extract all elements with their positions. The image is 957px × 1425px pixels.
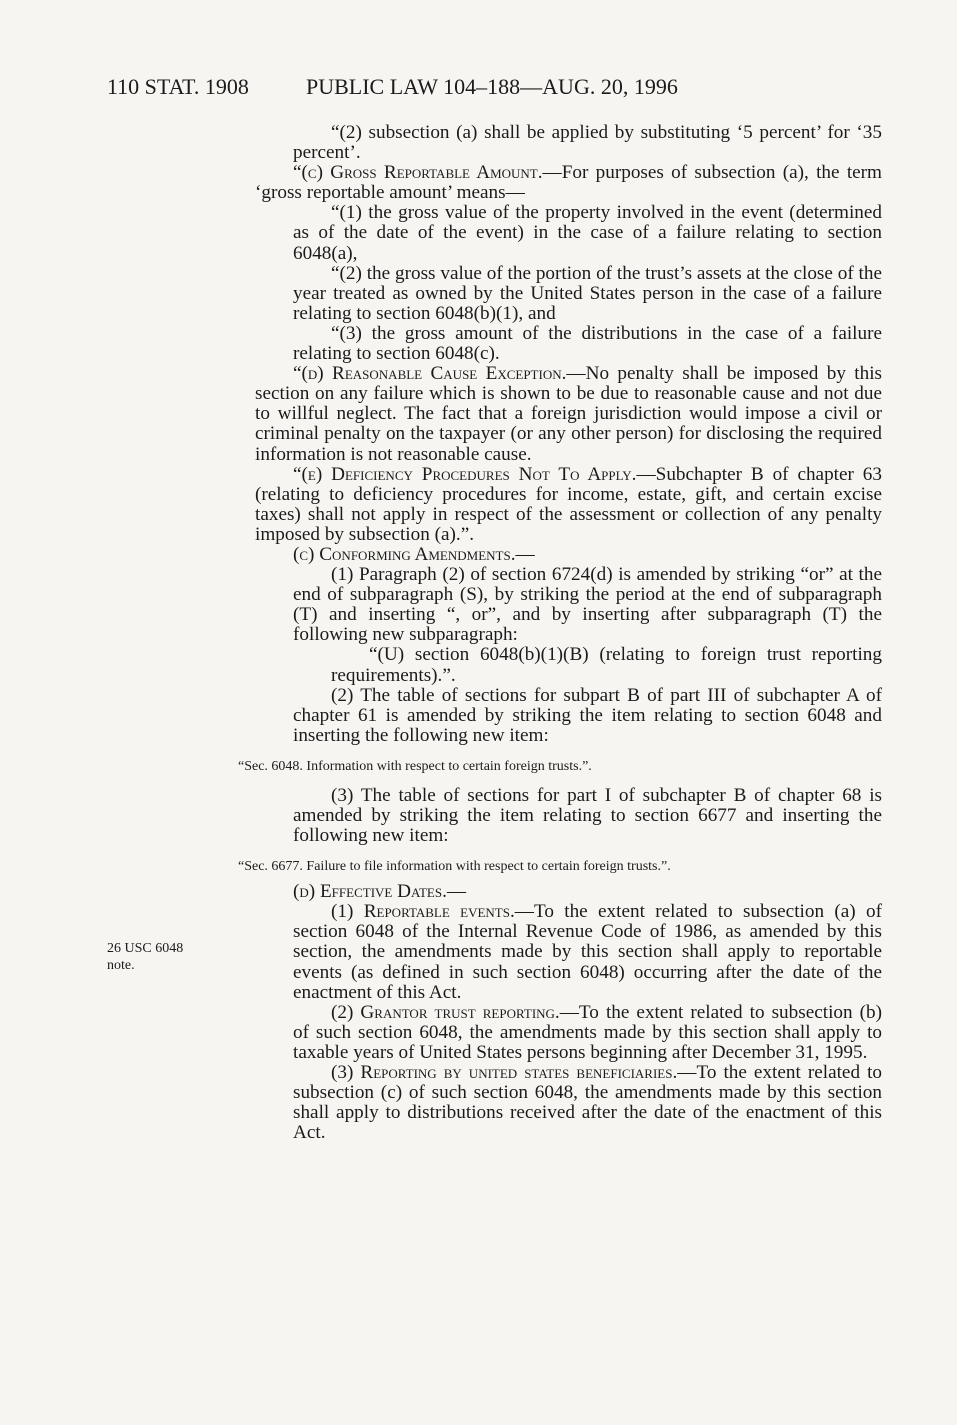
heading-conforming: (c) Conforming Amendments. — [293, 543, 516, 565]
paragraph-c3: “(3) the gross amount of the distributions in the case of a failure relating to section 6048(c). — [293, 322, 882, 365]
table-item-6677: “Sec. 6677. Failure to file information with respect to certain foreign trusts.”. — [238, 859, 671, 875]
paragraph-eff2: (2) Grantor trust reporting.—To the extent related to subsection (b) of such section 6048, the amendments made by this section shall apply to taxable years of United States persons beginning after December 31, 1995. — [293, 1001, 883, 1063]
heading-us-beneficiaries: (3) Reporting by united states beneficiaries. — [331, 1062, 678, 1084]
heading-effective-dates: (d) Effective Dates. — [293, 881, 447, 903]
heading-reportable-events: (1) Reportable events. — [331, 901, 515, 923]
margin-note — [107, 940, 227, 974]
table-item-6048: “Sec. 6048. Information with respect to certain foreign trusts.”. — [238, 758, 592, 774]
paragraph-b2: “(2) subsection (a) shall be applied by substituting ‘5 percent’ for ‘35 percent’. — [293, 122, 882, 164]
paragraph-c1: “(1) the gross value of the property involved in the event (determined as of the date of the event) in the case of a failure relating to section 6048(a), — [293, 202, 882, 264]
paragraph-conf3: (3) The table of sections for part I of subchapter B of chapter 68 is amended by striking the item relating to section 6677 and inserting the following new item: — [293, 784, 882, 847]
paragraph-c: “(c) Gross Reportable Amount.—For purposes of subsection (a), the term ‘gross reportable amount’ means— — [255, 162, 882, 204]
paragraph-e: “(e) Deficiency Procedures Not To Apply.—Subchapter B of chapter 63 (relating to deficiency procedures for income, estate, gift, and certain excise taxes) shall not apply in respect of the assessment or collection of any penalty imposed by subsection (a).”. — [255, 463, 882, 545]
stat-page-number: 110 STAT. 1908 — [107, 74, 249, 99]
paragraph-conf1-quote: “(U) section 6048(b)(1)(B) (relating to foreign trust reporting requirements).”. — [331, 644, 882, 686]
margin-note-label: note. — [107, 958, 135, 973]
paragraph-c2: “(2) the gross value of the portion of the trust’s assets at the close of the year treated as owned by the United States person in the case of a failure relating to section 6048(b)(1), and — [293, 262, 882, 324]
public-law-title: PUBLIC LAW 104–188—AUG. 20, 1996 — [306, 74, 678, 99]
paragraph-effective: (d) Effective Dates.— — [293, 881, 467, 903]
heading-deficiency: “(e) Deficiency Procedures Not To Apply. — [293, 463, 637, 485]
heading-gross-reportable: “(c) Gross Reportable Amount. — [293, 162, 543, 184]
paragraph-conforming: (c) Conforming Amendments.— — [293, 543, 535, 565]
paragraph-d: “(d) Reasonable Cause Exception.—No penalty shall be imposed by this section on any failure which is shown to be due to reasonable cause and not due to willful neglect. The fact that a foreign jurisdiction would impose a civil or criminal penalty on the taxpayer (or any other person) for disclosing the required information is not reasonable cause. — [255, 363, 882, 465]
paragraph-eff1: (1) Reportable events.—To the extent related to subsection (a) of section 6048 of the Internal Revenue Code of 1986, as amended by this section, the amendments made by this section shall apply to reportable events (as defined in such section 6048) occurring after the date of the enactment of this Act. — [293, 901, 882, 1003]
heading-grantor-trust: (2) Grantor trust reporting. — [331, 1001, 560, 1023]
margin-note-citation: 26 USC 6048 — [107, 941, 184, 956]
document-body — [238, 122, 883, 1144]
paragraph-conf1: (1) Paragraph (2) of section 6724(d) is amended by striking “or” at the end of subparagraph (S), by striking the period at the end of subparagraph (T) and inserting “, or”, and by inserting after subparagraph (T) the following new subparagraph: — [293, 564, 882, 646]
paragraph-conf2: (2) The table of sections for subpart B of part III of subchapter A of chapter 61 is amended by striking the item relating to section 6048 and inserting the following new item: — [293, 684, 882, 746]
paragraph-eff3: (3) Reporting by united states beneficiaries.—To the extent related to subsection (c) of such section 6048, the amendments made by this section shall apply to distributions received after the date of the enactment of this Act. — [293, 1062, 882, 1144]
heading-reasonable-cause: “(d) Reasonable Cause Exception. — [293, 363, 567, 385]
